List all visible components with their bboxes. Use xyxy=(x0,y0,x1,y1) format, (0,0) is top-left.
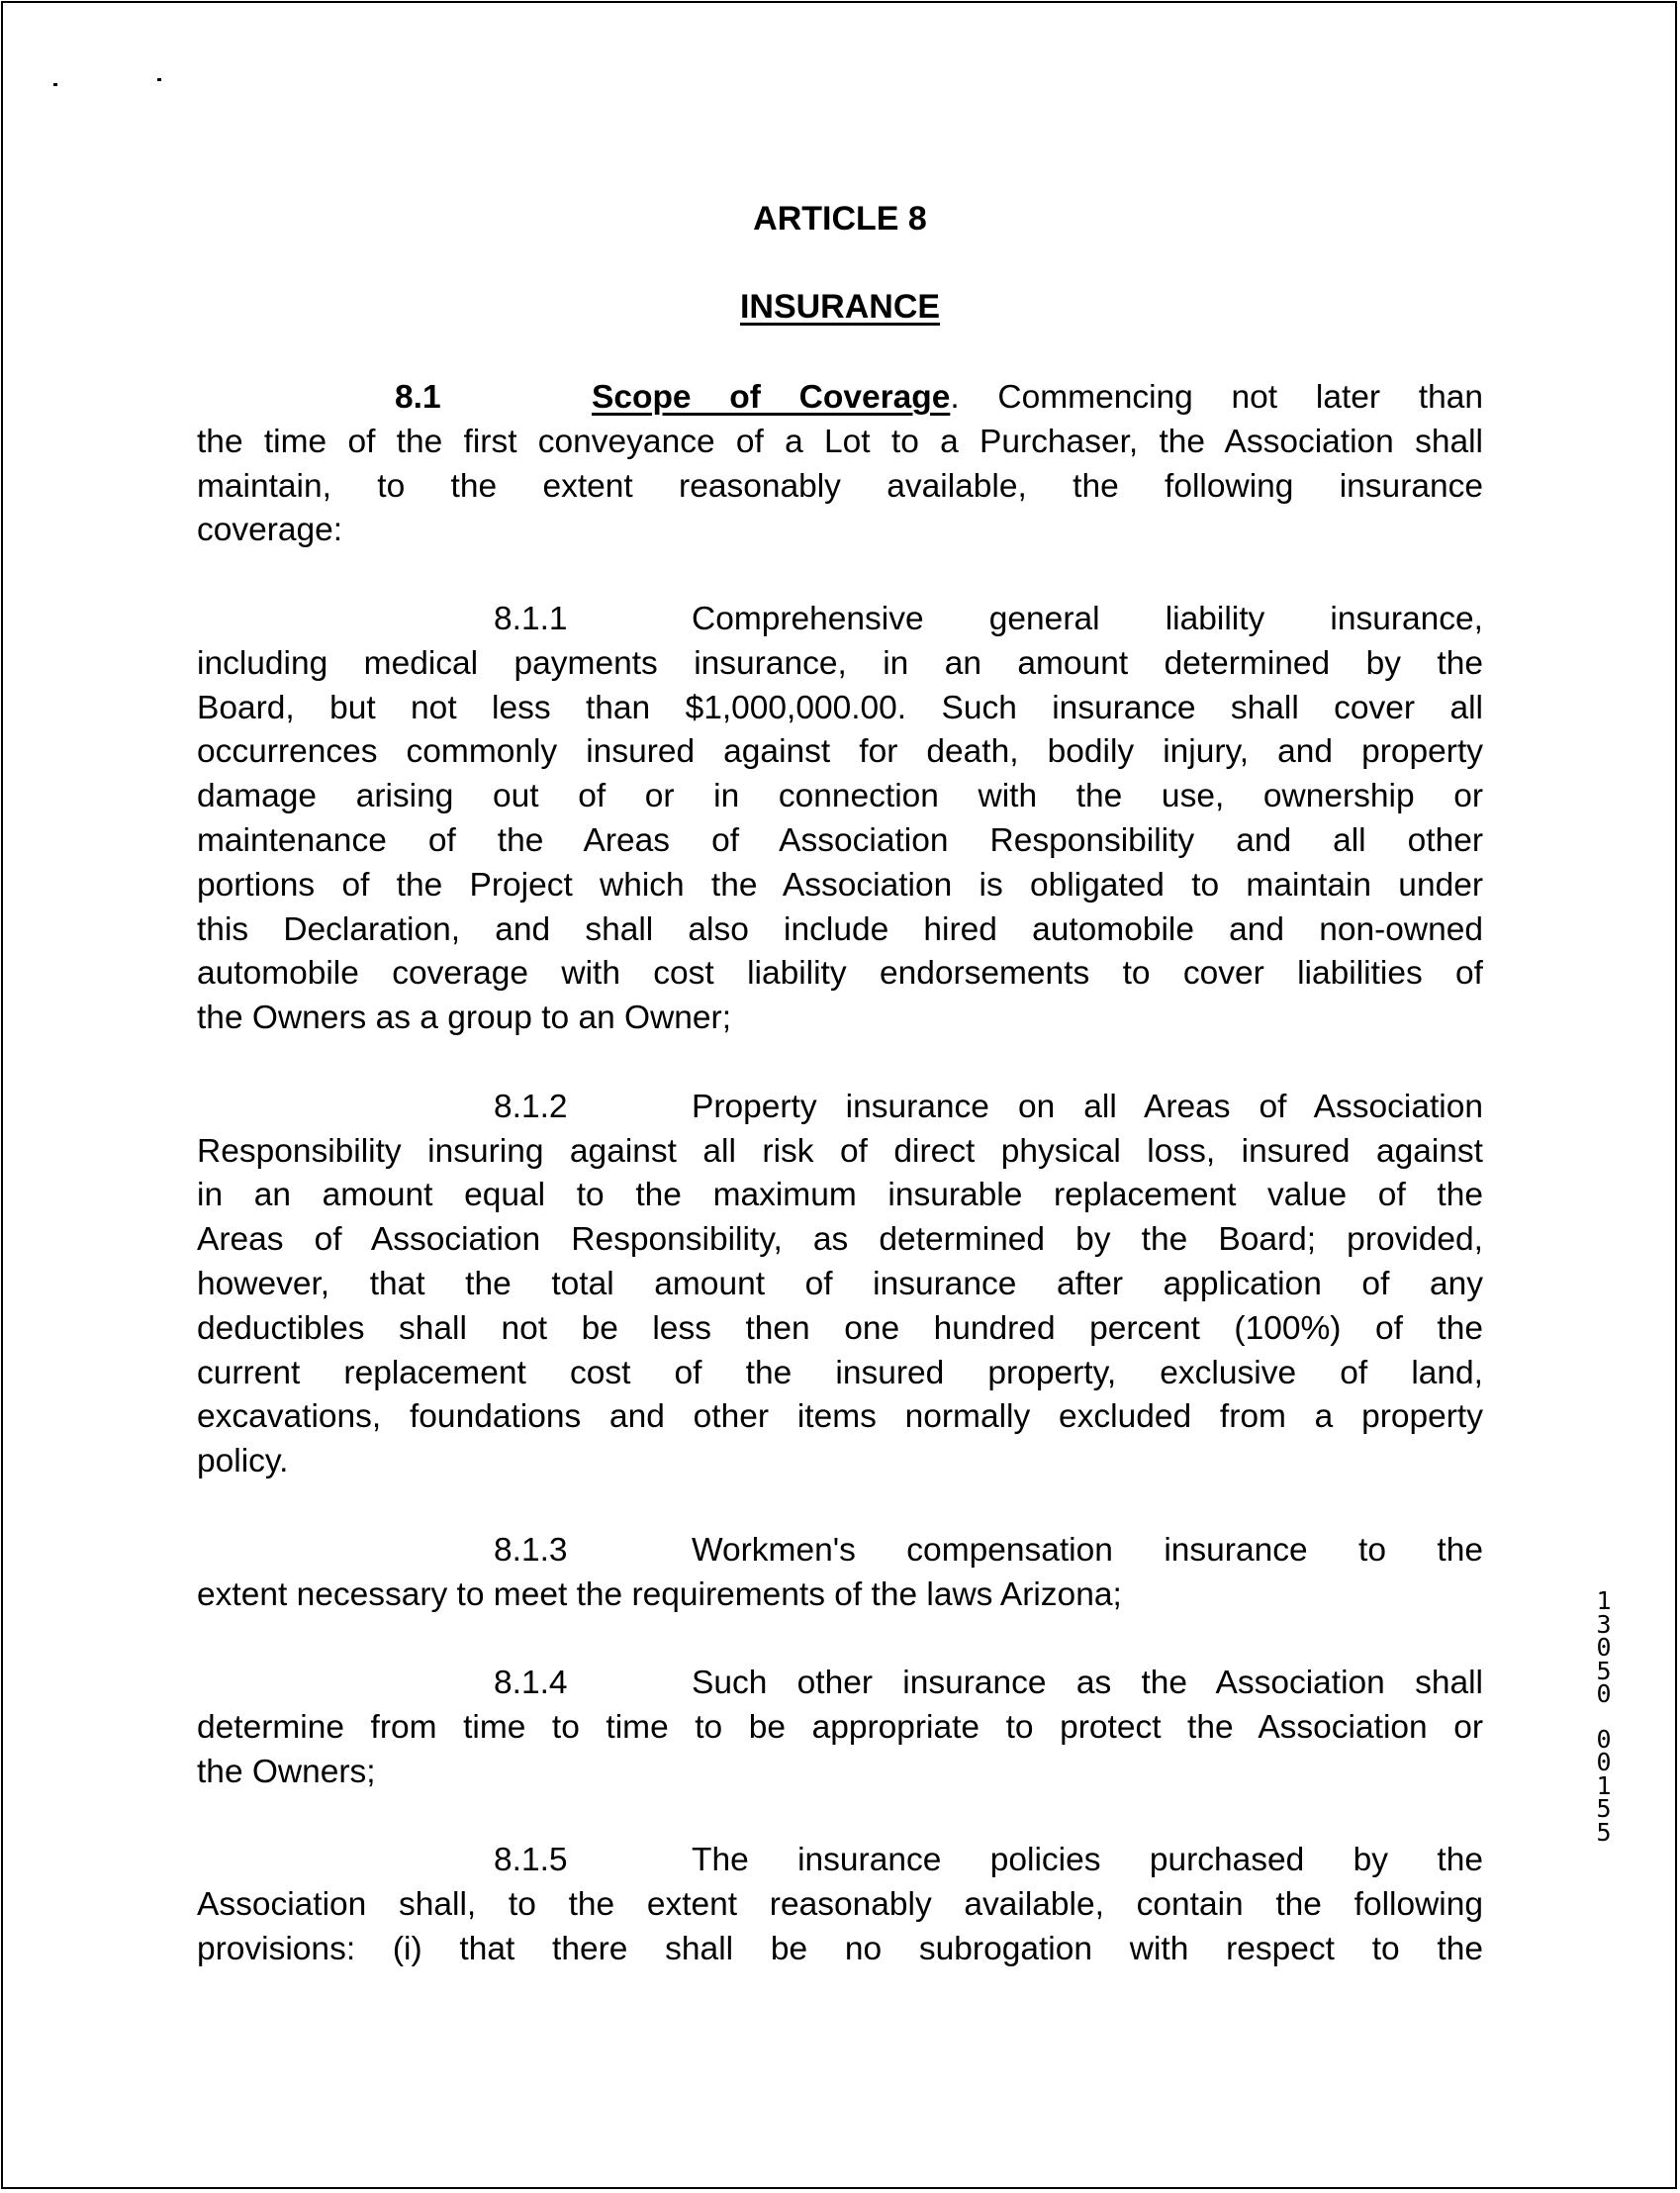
stamp-digit: 3 xyxy=(1596,1609,1612,1639)
text-line: policy. xyxy=(197,1443,289,1480)
text-line: excavations, foundations and other items normally excluded from a property xyxy=(197,1398,1483,1436)
stamp-digit: 0 xyxy=(1596,1679,1612,1708)
section-first-line-rest: . Commencing not later than xyxy=(950,379,1483,416)
text-line: however, that the total amount of insurance after application of any xyxy=(197,1265,1483,1302)
document-body xyxy=(197,376,1483,1972)
section-8-1-3-first-line xyxy=(197,1529,1483,1573)
text-line: the Owners; xyxy=(197,1753,376,1790)
section-first-line-rest: Workmen's compensation insurance to the xyxy=(692,1531,1483,1569)
section-number: 8.1.3 xyxy=(494,1531,568,1569)
section-first-line-text xyxy=(592,376,1483,421)
text-line: this Declaration, and shall also include hired automobile and non-owned xyxy=(197,910,1483,948)
text-line: extent necessary to meet the requirements of the laws Arizona; xyxy=(197,1575,1122,1613)
stamp-digit: 5 xyxy=(1596,1656,1612,1685)
text-line: Board, but not less than $1,000,000.00. Such insurance shall cover all xyxy=(197,689,1483,726)
text-line: in an amount equal to the maximum insurable replacement value of the xyxy=(197,1177,1483,1214)
stamp-digit: 1 xyxy=(1596,1586,1612,1615)
stamp-digit: 1 xyxy=(1596,1770,1612,1800)
text-line: the time of the first conveyance of a Lot to a Purchaser, the Association shall xyxy=(197,423,1483,460)
text-line: including medical payments insurance, in an amount determined by the xyxy=(197,644,1483,682)
section-first-line-rest: Property insurance on all Areas of Association xyxy=(692,1088,1483,1125)
text-line: coverage: xyxy=(197,512,343,549)
section-first-line-rest: Such other insurance as the Association shall xyxy=(692,1665,1483,1702)
section-caption: Scope of Coverage xyxy=(592,379,951,416)
article-title: INSURANCE xyxy=(739,288,941,326)
text-line: the Owners as a group to an Owner; xyxy=(197,1000,732,1037)
section-number: 8.1.2 xyxy=(494,1088,568,1125)
text-line: occurrences commonly insured against for death, bodily injury, and property xyxy=(197,733,1483,771)
side-document-number-stamp xyxy=(1591,1586,1617,1847)
text-line: maintenance of the Areas of Association Responsibility and all other xyxy=(197,821,1483,859)
text-line: determine from time to time to be appropriate to protect the Association or xyxy=(197,1708,1483,1746)
section-8-1-4-first-line xyxy=(197,1662,1483,1706)
section-number: 8.1.4 xyxy=(494,1665,568,1702)
text-line: Responsibility insuring against all risk of direct physical loss, insured against xyxy=(197,1132,1483,1170)
text-line: deductibles shall not be less then one hundred percent (100%) of the xyxy=(197,1309,1483,1347)
section-number: 8.1 xyxy=(395,379,441,416)
section-8-1-5-first-line xyxy=(197,1839,1483,1883)
text-line: automobile coverage with cost liability endorsements to cover liabilities of xyxy=(197,955,1483,993)
stamp-digit: 0 xyxy=(1596,1724,1612,1754)
text-line: Association shall, to the extent reasonably available, contain the following xyxy=(197,1886,1483,1924)
section-number: 8.1.1 xyxy=(494,600,568,637)
scan-speck xyxy=(53,83,57,86)
section-first-line-rest: The insurance policies purchased by the xyxy=(692,1842,1483,1879)
section-first-line-rest: Comprehensive general liability insurance, xyxy=(692,600,1483,637)
text-line: current replacement cost of the insured property, exclusive of land, xyxy=(197,1354,1483,1391)
text-line: maintain, to the extent reasonably available, the following insurance xyxy=(197,467,1483,505)
article-heading: ARTICLE 8 xyxy=(753,200,927,238)
stamp-digit: 5 xyxy=(1596,1794,1612,1823)
section-number: 8.1.5 xyxy=(494,1842,568,1879)
section-8-1-first-line xyxy=(197,376,1483,421)
stamp-digit: 0 xyxy=(1596,1633,1612,1662)
text-line: Areas of Association Responsibility, as determined by the Board; provided, xyxy=(197,1221,1483,1259)
section-8-1-2-first-line xyxy=(197,1086,1483,1130)
stamp-digit: 5 xyxy=(1596,1817,1612,1847)
section-8-1-1-first-line xyxy=(197,598,1483,642)
text-line: portions of the Project which the Association is obligated to maintain under xyxy=(197,866,1483,904)
text-line: damage arising out of or in connection with the use, ownership or xyxy=(197,778,1483,815)
stamp-digit: 0 xyxy=(1596,1748,1612,1776)
text-line: provisions: (i) that there shall be no subrogation with respect to the xyxy=(197,1930,1483,1967)
scan-speck xyxy=(157,78,161,81)
